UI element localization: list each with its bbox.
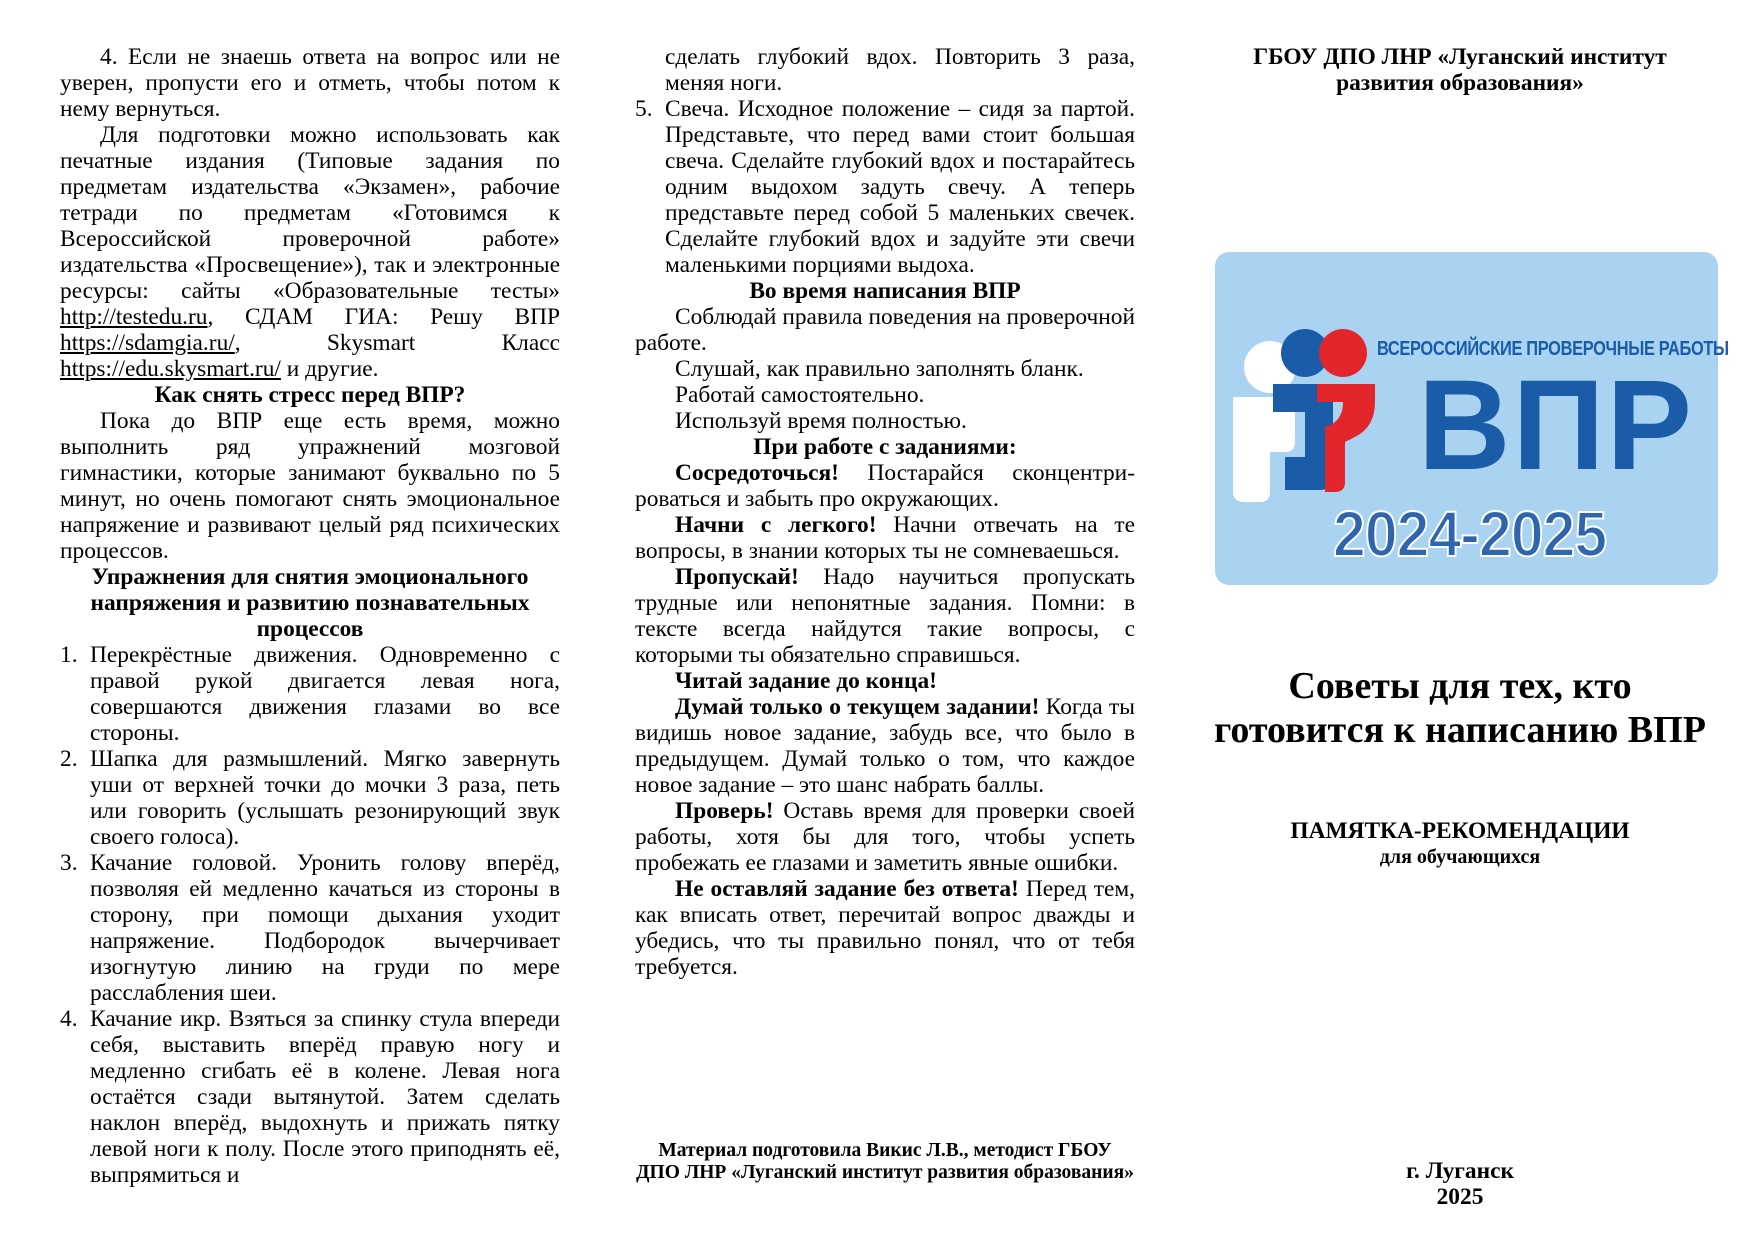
memo-subheading: для обучающихся: [1379, 846, 1541, 868]
list-item-text: Свеча. Исходное положение – сидя за партой. Представьте, что перед вами стоит большая свеча. Сделайте глубокий вдох и постарайтесь одним выдохом задуть свечу. А теперь представьте перед собой 5 маленьких свечек. Сделайте глубокий вдох и задуйте эти свечи маленькими порциями выдоха.: [665, 96, 1135, 278]
during-heading: Во время написания ВПР: [749, 278, 1021, 304]
tip-paragraph: [635, 876, 1135, 980]
link-testedu[interactable]: http://testedu.ru: [60, 304, 208, 330]
preparation-text: Для подготовки можно использовать как печатные издания (Типовые задания по предметам издательства «Экзамен», рабочие тетради по предметам «Готовимся к Всероссийской проверочной работе» издательства «Просвещение»), так и электронные ресурсы: сайты «Образовательные тесты»: [60, 122, 560, 304]
preparation-text-end: и другие.: [286, 356, 379, 382]
tip-paragraph: [635, 798, 1135, 876]
stress-heading: Как снять стресс перед ВПР?: [154, 382, 466, 408]
vpr-logo: [1215, 252, 1729, 585]
list-item: [635, 96, 1135, 278]
tip-bold: Начни с легкого!: [675, 512, 877, 538]
tip-text: Постарайся сконцентри-роваться и забыть про окружающих.: [635, 460, 1135, 512]
list-item-text: сделать глубокий вдох. Повторить 3 раза, меняя ноги.: [665, 44, 1135, 96]
tip-paragraph: [635, 668, 1135, 694]
tip-paragraph: [635, 460, 1135, 512]
preparation-paragraph: [60, 122, 560, 382]
tip-bold: Не оставляй задание без ответа!: [675, 876, 1019, 902]
list-item: [60, 850, 560, 1006]
memo-heading: ПАМЯТКА-РЕКОМЕНДАЦИИ: [1290, 818, 1630, 844]
tip-text: Перед тем, как вписать ответ, перечитай вопрос дважды и убедись, что ты правильно понял, что от тебя требуется.: [635, 876, 1135, 980]
list-item-number: 5.: [635, 96, 653, 122]
preparation-text-mid: , СДАМ ГИА: Решу ВПР: [207, 304, 560, 330]
link-sdamgia[interactable]: https://sdamgia.ru/: [60, 330, 235, 356]
exercises-heading: Упражнения для снятия эмоционального напряжения и развитию познавательных процессов: [90, 564, 530, 642]
list-item-number: 3.: [60, 850, 78, 876]
during-rule: Слушай, как правильно заполнять бланк.: [675, 356, 1084, 382]
list-item-text: Качание икр. Взяться за спинку стула впереди себя, выставить вперёд правую ногу и медленно сгибать её в колене. Левая нога остаётся сзади вытянутой. Затем сделать наклон вперёд, выдохнуть и прижать пятку левой ноги к полу. После этого приподнять её, выпрямиться и: [90, 1006, 560, 1188]
list-item: [60, 746, 560, 850]
city-label: г. Луганск: [1406, 1158, 1514, 1184]
institution-name: ГБОУ ДПО ЛНР «Луганский институт развития образования»: [1253, 44, 1667, 96]
link-skysmart[interactable]: https://edu.skysmart.ru/: [60, 356, 281, 382]
list-item-text: Качание головой. Уронить голову вперёд, позволяя ей медленно качаться из стороны в сторону, при помощи дыхания уходит напряжение. Подбородок вычерчивает изогнутую линию на груди по мере расслабления шеи.: [90, 850, 560, 1006]
year-label: 2025: [1436, 1184, 1484, 1210]
tip-text: Начни отвечать на те вопросы, в знании которых ты не сомневаешься.: [635, 512, 1135, 564]
logo-vpr-text: ВПР: [1418, 354, 1694, 497]
author-credit: Материал подготовила Викис Л.В., методист ГБОУ ДПО ЛНР «Луганский институт развития образования»: [636, 1140, 1134, 1183]
tip-paragraph: [635, 512, 1135, 564]
list-item-text: Перекрёстные движения. Одновременно с правой рукой двигается левая нога, совершаются движения глазами во все стороны.: [90, 642, 560, 746]
column-left: [60, 44, 560, 1188]
tip-paragraph: [635, 564, 1135, 668]
tip-text: Оставь время для проверки своей работы, хотя бы для того, чтобы успеть пробежать ее глазами и заметить явные ошибки.: [635, 798, 1135, 876]
logo-years: 2024-2025: [1333, 498, 1607, 570]
tip-paragraph: [635, 694, 1135, 798]
logo-caption: ВСЕРОССИЙСКИЕ ПРОВЕРОЧНЫЕ РАБОТЫ: [1377, 338, 1729, 360]
tip-bold: Сосредоточься!: [675, 460, 839, 486]
list-item: [635, 44, 1135, 96]
tasks-heading: При работе с заданиями:: [753, 434, 1017, 460]
city-year: [1210, 1158, 1710, 1210]
tip-bold: Думай только о текущем задании!: [675, 694, 1040, 720]
column-middle: [635, 44, 1135, 980]
list-item-text: Шапка для размышлений. Мягко завернуть уши от верхней точки до мочки 3 раза, петь или говорить (услышать резонирующий звук своего голоса).: [90, 746, 560, 850]
preparation-text-mid2: , Skysmart Класс: [234, 330, 560, 356]
exercises-list: [60, 642, 560, 1188]
page-title: Советы для тех, кто готовится к написанию ВПР: [1214, 665, 1706, 751]
during-rule: Соблюдай правила поведения на проверочной работе.: [635, 304, 1135, 356]
list-item-number: 4.: [60, 1006, 78, 1032]
list-item-number: 2.: [60, 746, 78, 772]
tip-text: Надо научиться пропускать трудные или непонятные задания. Помни: в тексте всегда найдутся такие вопросы, с которыми ты обязательно справишься.: [635, 564, 1135, 668]
during-rule: Используй время полностью.: [675, 408, 967, 434]
tip-4-paragraph: 4. Если не знаешь ответа на вопрос или не уверен, пропусти его и отметь, чтобы потом к нему вернуться.: [60, 44, 560, 122]
exercises-list-continued: [635, 44, 1135, 278]
list-item-number: 1.: [60, 642, 78, 668]
list-item: [60, 642, 560, 746]
tip-bold: Пропускай!: [675, 564, 799, 590]
during-rule: Работай самостоятельно.: [675, 382, 925, 408]
tip-bold: Проверь!: [675, 798, 774, 824]
stress-paragraph: Пока до ВПР еще есть время, можно выполнить ряд упражнений мозговой гимнастики, которые занимают буквально по 5 минут, но очень помогают снять эмоциональное напряжение и развивают целый ряд психических процессов.: [60, 408, 560, 564]
list-item: [60, 1006, 560, 1188]
tip-text: Когда ты видишь новое задание, забудь все, что было в предыдущем. Думай только о том, что каждое новое задание – это шанс набрать баллы.: [635, 694, 1135, 798]
tip-bold: Читай задание до конца!: [675, 668, 937, 694]
